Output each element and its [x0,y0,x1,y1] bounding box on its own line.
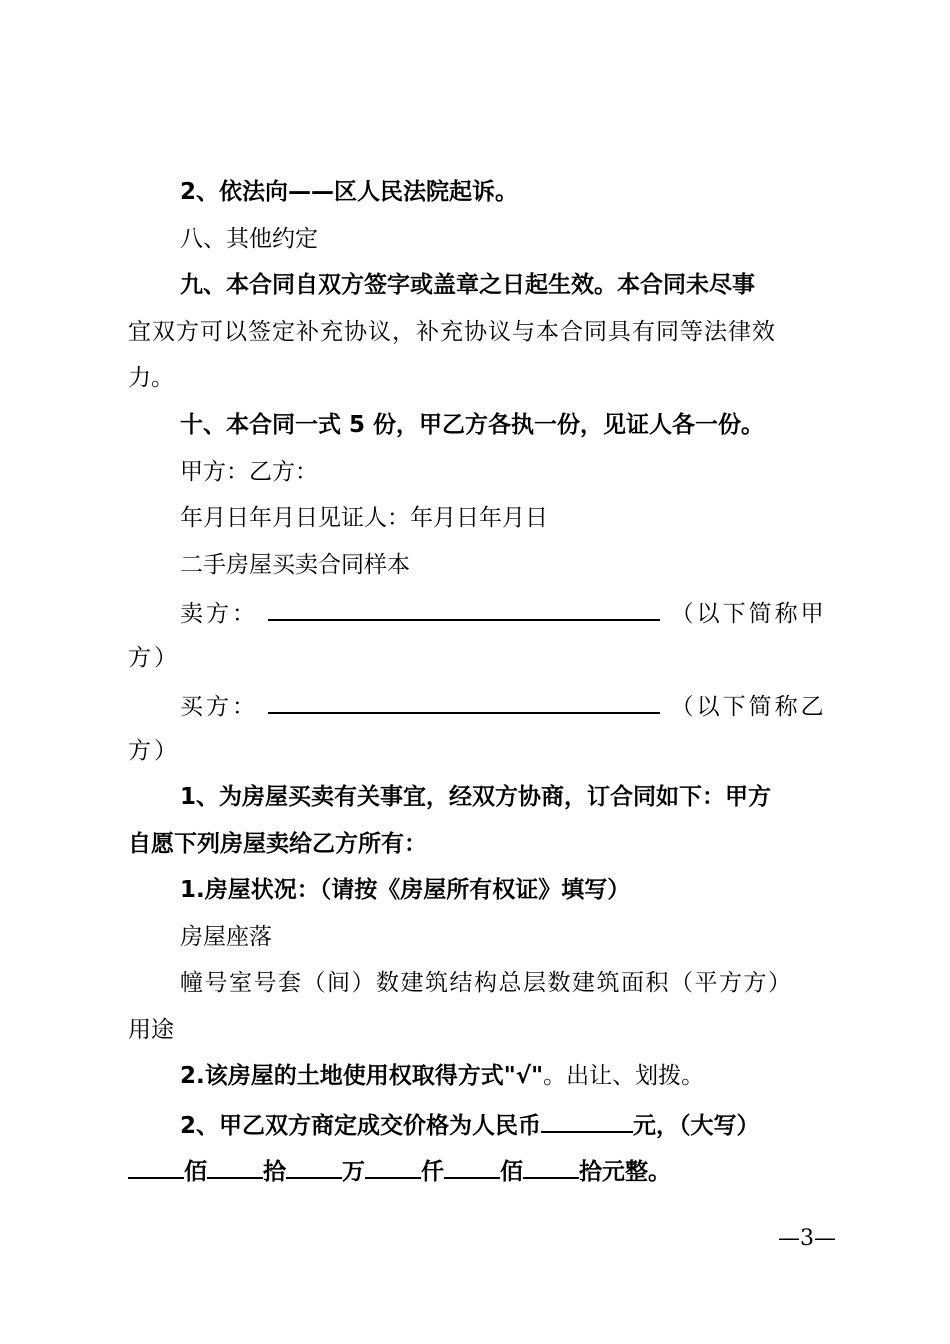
amount-blank[interactable] [365,1153,421,1179]
amount-blank[interactable] [207,1153,263,1179]
price-blank[interactable] [541,1107,633,1133]
amount-blank[interactable] [286,1153,342,1179]
sample-title: 二手房屋买卖合同样本 [180,552,410,578]
land-right [180,1060,704,1092]
unit-shi: 拾 [263,1159,286,1185]
date-witness-line: 年月日年月日见证人：年月日年月日 [180,505,548,531]
price-words-line [128,1153,671,1188]
buyer-label: 买方： [180,694,258,720]
unit-qian: 仟 [421,1159,444,1185]
amount-blank[interactable] [128,1153,184,1179]
price-line [180,1107,760,1142]
buyer-cont: 方） [128,738,180,764]
unit-bai-2: 佰 [500,1159,523,1185]
clause-purpose: 1、为房屋买卖有关事宜，经双方协商，订合同如下：甲方 [180,784,772,810]
buyer-blank[interactable] [268,688,660,714]
price-label: 2、甲乙双方商定成交价格为人民币 [180,1113,542,1139]
clause-court: 2、依法向——区人民法院起诉。 [180,179,519,205]
seller-blank[interactable] [268,595,660,621]
unit-shi-yuan: 拾元整。 [579,1159,671,1185]
price-suffix: 元，（大写） [633,1113,760,1139]
seller-cont: 方） [128,645,180,671]
seller-suffix: （以下简称甲 [670,601,827,627]
house-location: 房屋座落 [180,924,272,950]
land-right-label: 2.该房屋的土地使用权取得方式"√" [180,1063,544,1089]
clause-copies: 十、本合同一式 5 份，甲乙方各执一份，见证人各一份。 [180,412,765,438]
party-labels: 甲方：乙方： [180,459,318,485]
unit-wan: 万 [342,1159,365,1185]
house-use: 用途 [128,1017,174,1043]
clause-purpose-cont: 自愿下列房屋卖给乙方所有： [128,831,427,857]
amount-blank[interactable] [523,1153,579,1179]
page-number: —3— [778,1226,836,1251]
clause-effect [180,269,755,301]
amount-blank[interactable] [444,1153,500,1179]
house-details: 幢号室号套（间）数建筑结构总层数建筑面积（平方方） [180,970,793,996]
land-right-options: 。出让、划拨。 [543,1063,705,1089]
buyer-line [180,688,827,723]
buyer-suffix: （以下简称乙 [670,694,827,720]
clause-effect-text: 九、本合同自双方签字或盖章之日起生效。本合同未尽事 [180,272,755,298]
heading-other: 八、其他约定 [180,226,318,252]
unit-bai: 佰 [184,1159,207,1185]
clause-effect-end: 力。 [128,365,174,391]
seller-label: 卖方： [180,601,258,627]
seller-line [180,595,827,630]
clause-effect-cont: 宜双方可以签定补充协议，补充协议与本合同具有同等法律效 [128,319,776,345]
house-status: 1.房屋状况：（请按《房屋所有权证》填写） [180,877,631,903]
